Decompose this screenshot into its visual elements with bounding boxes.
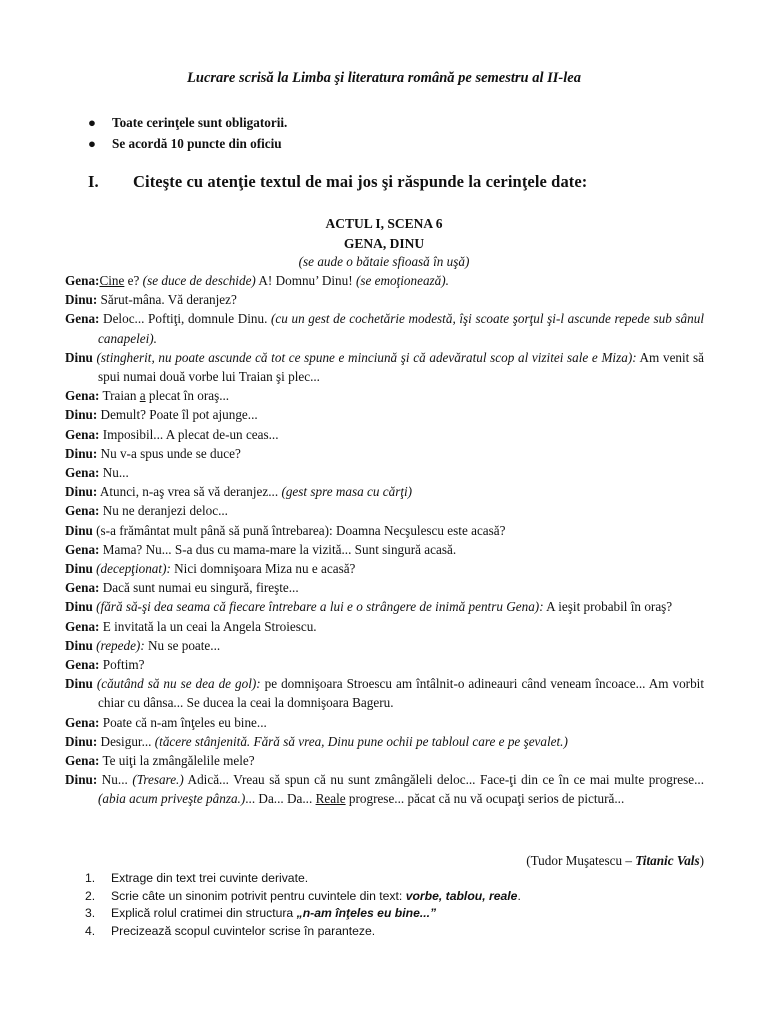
spoken-text: Dacă sunt numai eu singură, fireşte... <box>99 580 299 596</box>
speaker-name: Dinu: <box>65 772 98 788</box>
question-emphasis: „n-am înţeles eu bine...” <box>296 906 437 920</box>
dialogue-line <box>65 770 704 808</box>
question-text: . <box>517 888 521 903</box>
spoken-text: plecat în oraş... <box>145 388 230 404</box>
instruction-text: Toate cerinţele sunt obligatorii. <box>112 115 288 130</box>
instruction-item <box>88 112 287 133</box>
underlined-word: Cine <box>99 273 125 288</box>
speaker-name: Gena: <box>65 426 100 442</box>
stage-direction: (decepţionat): <box>96 561 171 577</box>
speaker-name: Gena: <box>65 465 100 481</box>
attribution-author: (Tudor Muşatescu – <box>526 853 636 868</box>
speaker-name: Dinu: <box>65 292 98 308</box>
spoken-text: A ieşit probabil în oraş? <box>543 599 673 615</box>
dialogue-line <box>65 271 704 290</box>
question-item <box>85 923 521 941</box>
spoken-text: pe domnişoara Stroescu am întâlnit-o adineauri când veneam încoace... Am vorbit chiar cu dânsa... Se ducea la ceai la domnişoara Bageru. <box>98 676 704 711</box>
dialogue-line <box>65 617 704 636</box>
spoken-text: Poftim? <box>99 657 145 673</box>
spoken-text: Demult? Poate îl pot ajunge... <box>97 407 258 423</box>
question-number: 1. <box>85 871 96 885</box>
spoken-text: Poate că n-am înţeles eu bine... <box>99 714 267 730</box>
instruction-item <box>88 133 287 154</box>
stage-direction: (tăcere stânjenită. Fără să vrea, Dinu pune ochii pe tabloul care e pe şevalet.) <box>154 733 568 749</box>
source-attribution <box>526 851 704 870</box>
speaker-name: Dinu: <box>65 733 98 749</box>
spoken-text: Deloc... Poftiţi, domnule Dinu. <box>99 311 272 327</box>
dialogue-line <box>65 501 704 520</box>
dialogue-line <box>65 751 704 770</box>
question-text: Precizează scopul cuvintelor scrise în paranteze. <box>111 923 376 938</box>
section-text: Citeşte cu atenţie textul de mai jos şi răspunde la cerinţele date: <box>133 172 588 191</box>
stage-direction: (fără să-şi dea seama că fiecare întrebare a lui e o strângere de inimă pentru Gena): <box>96 599 544 615</box>
stage-direction: (se duce de deschide) <box>142 273 256 288</box>
speaker-name: Gena: <box>65 618 100 634</box>
speaker-name: Dinu <box>65 599 93 615</box>
scene-act: ACTUL I, SCENA 6 <box>325 216 443 231</box>
speaker-name: Dinu <box>65 676 93 692</box>
question-item <box>85 888 521 906</box>
dialogue-line <box>65 482 704 501</box>
question-item <box>85 870 521 888</box>
bullet-icon: ● <box>88 136 96 151</box>
speaker-name: Dinu: <box>65 407 98 423</box>
speaker-name: Dinu <box>65 637 93 653</box>
dialogue-line <box>65 713 704 732</box>
speaker-name: Dinu <box>65 561 93 577</box>
dialogue-line <box>65 309 704 347</box>
speaker-name: Gena: <box>65 753 100 769</box>
stage-direction: (se emoţionează). <box>355 273 449 288</box>
questions-list <box>85 870 521 940</box>
stage-direction: (repede): <box>96 637 145 653</box>
question-item <box>85 905 521 923</box>
stage-direction: (stingherit, nu poate ascunde că tot ce spune e minciună şi că adevăratul scop al vizitei sale e Miza): <box>96 349 637 365</box>
instructions-list <box>88 112 287 154</box>
scene-characters: GENA, DINU <box>343 236 425 251</box>
page-title: Lucrare scrisă la Limba şi literatura română pe semestru al II-lea <box>187 70 581 86</box>
question-emphasis: vorbe, tablou, reale <box>405 888 518 903</box>
dialogue-line <box>65 578 704 597</box>
instruction-text: Se acordă 10 puncte din oficiu <box>112 136 282 151</box>
attribution-work: Titanic Vals <box>635 853 700 868</box>
dialogue-line <box>65 540 704 559</box>
speaker-name: Gena: <box>65 273 100 288</box>
dialogue-line <box>65 425 704 444</box>
attribution-close: ) <box>699 853 704 868</box>
dialogue-line <box>65 732 704 751</box>
question-text: Extrage din text trei cuvinte derivate. <box>111 871 309 885</box>
scene-heading <box>0 214 768 254</box>
spoken-text: progrese... păcat că nu vă ocupaţi serios de pictură... <box>345 791 625 807</box>
dialogue-line <box>65 348 704 386</box>
question-text: Scrie câte un sinonim potrivit pentru cuvintele din text: <box>111 888 406 903</box>
spoken-text: (s-a frământat mult până să pună întrebarea): Doamna Necşulescu este acasă? <box>92 522 506 538</box>
spoken-text: Sărut-mâna. Vă deranjez? <box>97 292 237 308</box>
dialogue-line <box>65 655 704 674</box>
dialogue-line <box>65 405 704 424</box>
dialogue-line <box>65 559 704 578</box>
spoken-text: Nu v-a spus unde se duce? <box>97 445 241 461</box>
speaker-name: Gena: <box>65 580 100 596</box>
spoken-text: Traian <box>99 388 140 404</box>
stage-direction: (abia acum priveşte pânza.) <box>98 791 246 807</box>
spoken-text: Nu ne deranjezi deloc... <box>99 503 228 519</box>
question-number: 4. <box>85 923 96 938</box>
speaker-name: Dinu: <box>65 445 98 461</box>
dialogue-line <box>65 597 704 616</box>
question-number: 3. <box>85 906 96 920</box>
speaker-name: Dinu <box>65 349 93 365</box>
spoken-text: Te uiţi la zmângălelile mele? <box>99 753 255 769</box>
stage-direction: (cu un gest de cochetărie modestă, îşi scoate şorţul şi-l ascunde repede sub sânul canapelei). <box>98 311 704 346</box>
speaker-name: Gena: <box>65 311 100 327</box>
spoken-text: ... Da... Da... <box>245 791 316 807</box>
spoken-text: e? <box>124 273 143 288</box>
dialogue-line <box>65 636 704 655</box>
spoken-text: Nu... <box>99 465 129 481</box>
speaker-name: Dinu <box>65 522 93 538</box>
underlined-word: Reale <box>315 791 346 807</box>
dialogue-line <box>65 290 704 309</box>
spoken-text: Am venit să spui numai două vorbe lui Traian şi plec... <box>98 349 704 385</box>
spoken-text: Nici domnişoara Miza nu e acasă? <box>170 561 356 577</box>
spoken-text: Adică... Vreau să spun că nu sunt zmângăleli deloc... Face-ţi din ce în ce mai multe progrese... <box>183 772 704 788</box>
speaker-name: Dinu: <box>65 484 98 500</box>
speaker-name: Gena: <box>65 714 100 730</box>
stage-direction: (căutând să nu se dea de gol): <box>96 676 261 692</box>
spoken-text: Nu se poate... <box>144 637 221 653</box>
bullet-icon: ● <box>88 115 96 130</box>
spoken-text: E invitată la un ceai la Angela Stroiescu. <box>99 618 317 634</box>
spoken-text: Nu... <box>97 772 133 788</box>
dialogue-line <box>65 444 704 463</box>
dialogue-line <box>65 463 704 482</box>
dialogue-line <box>65 521 704 540</box>
speaker-name: Gena: <box>65 657 100 673</box>
spoken-text: Mama? Nu... S-a dus cu mama-mare la vizită... Sunt singură acasă. <box>99 541 457 557</box>
section-number: I. <box>88 172 99 191</box>
stage-direction: (gest spre masa cu cărţi) <box>281 484 413 500</box>
dialogue-text <box>65 271 704 809</box>
spoken-text: Atunci, n-aş vrea să vă deranjez... <box>97 484 282 500</box>
dialogue-line <box>65 386 704 405</box>
stage-direction: (Tresare.) <box>132 772 184 788</box>
speaker-name: Gena: <box>65 388 100 404</box>
stage-direction: (se aude o bătaie sfioasă în uşă) <box>298 254 470 269</box>
spoken-text: Imposibil... A plecat de-un ceas... <box>99 426 279 442</box>
question-number: 2. <box>85 888 96 903</box>
spoken-text: A! Domnu’ Dinu! <box>255 273 356 288</box>
dialogue-line <box>65 674 704 712</box>
question-text: Explică rolul cratimei din structura <box>111 906 297 920</box>
spoken-text: Desigur... <box>97 733 155 749</box>
speaker-name: Gena: <box>65 503 100 519</box>
section-heading <box>88 172 587 191</box>
speaker-name: Gena: <box>65 541 100 557</box>
underlined-word: a <box>139 388 146 404</box>
